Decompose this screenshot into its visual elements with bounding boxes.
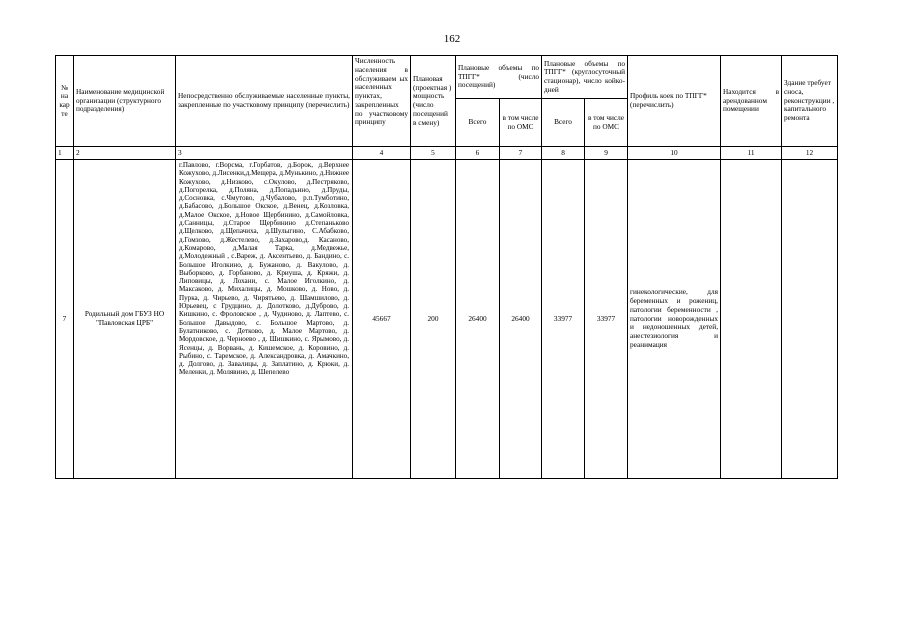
header-served-points: Непосредственно обслуживаемые населенные пункты, закрепленные по участковому принципу (перечислить) bbox=[176, 56, 353, 147]
column-number: 2 bbox=[74, 147, 176, 160]
row-demolition bbox=[782, 160, 838, 479]
table-row bbox=[56, 160, 838, 479]
header-rented: Находится в арендованном помещении bbox=[721, 56, 782, 147]
header-capacity: Плановая (проектная ) мощность (число посещений в смену) bbox=[411, 56, 456, 147]
header-organization: Наименование медицинской организации (структурного подразделения) bbox=[74, 56, 176, 147]
row-beddays-total: 33977 bbox=[542, 160, 585, 479]
column-number: 6 bbox=[456, 147, 500, 160]
row-number: 7 bbox=[56, 160, 74, 479]
header-demolition: Здание требует сноса, реконструкции , капитального ремонта bbox=[782, 56, 838, 147]
row-population: 45667 bbox=[353, 160, 411, 479]
subheader-beddays-total: Всего bbox=[542, 99, 585, 147]
column-number: 8 bbox=[542, 147, 585, 160]
row-organization: Родильный дом ГБУЗ НО "Павловская ЦРБ" bbox=[74, 160, 176, 479]
column-number: 3 bbox=[176, 147, 353, 160]
column-number: 9 bbox=[585, 147, 628, 160]
row-visits-total: 26400 bbox=[456, 160, 500, 479]
column-number: 1 bbox=[56, 147, 74, 160]
column-number: 12 bbox=[782, 147, 838, 160]
column-number: 11 bbox=[721, 147, 782, 160]
column-number: 7 bbox=[500, 147, 542, 160]
header-population: Численность населения в обслуживаем ых населенных пунктах, закрепленных по участковому принципу bbox=[353, 56, 411, 147]
column-number-row bbox=[56, 147, 838, 160]
header-planned-beddays: Плановые объемы по ТПГГ* (круглосуточный стационар), число койко-дней bbox=[542, 56, 628, 99]
row-capacity: 200 bbox=[411, 160, 456, 479]
row-visits-oms: 26400 bbox=[500, 160, 542, 479]
table-header-row bbox=[56, 56, 838, 99]
row-rented bbox=[721, 160, 782, 479]
header-bed-profile: Профиль коек по ТПГГ* (перечислить) bbox=[628, 56, 721, 147]
medical-organizations-table bbox=[55, 55, 838, 479]
header-planned-visits: Плановые объемы по ТПГГ* (число посещений) bbox=[456, 56, 542, 99]
column-number: 10 bbox=[628, 147, 721, 160]
header-number: № на кар те bbox=[56, 56, 74, 147]
subheader-visits-oms: в том числе по ОМС bbox=[500, 99, 542, 147]
subheader-visits-total: Всего bbox=[456, 99, 500, 147]
subheader-beddays-oms: в том числе по ОМС bbox=[585, 99, 628, 147]
row-beddays-oms: 33977 bbox=[585, 160, 628, 479]
column-number: 4 bbox=[353, 147, 411, 160]
row-served-points: г.Павлово, г.Ворсма, г.Горбатов, д.Борок, д.Верхнее Кожухово, д.Лисенки,д.Мещера, д.Мунькино, д.Нижнее Кожухово, д.Низково, с.Окулово, д.Пестряково, д.Погорелка, д.Поляна, д.Попадьино, д.Пруды, д.Сосновка, с.Чмутово, д.Чубалово, р.п.Тумботино, д.Бабасово, д.Большое Окское, д.Венец, д.Козловка, д.Малое Окское, д.Новое Щербинино, д.Самойловка, д.Санницы, д.Старое Щербинино д.Степаньково д.Щелково, д.Щепачиха, д.Шулыгино, С.Абабково, д.Гомзово, д.Жестелево, д.Захарово,д. Касаново, д.Комарово, д.Малая Тарка, д.Медвежье, д.Молодежный , с.Вареж, д. Аксентьево, д. Бандино, с. Большое Иголкино, д. Бужаново, д. Вакулово, д. Выборково, д. Горбаново, д. Криуша, д. Кряжи, д. Липовицы, д. Лохани, с. Малое Иголкино, д. Максаково, д. Михалицы, д. Мошково, д. Ново, д. Пурка, д. Чирьево, д. Чирятьево, д. Шамшилово, д. Юрьевец, с Грудцино, д. Долотково, д.Дуброво, д. Кишкино, с. Фроловское , д. Чудиново, д. Лаптево, с. Большое Давыдово, с. Большое Мартово, д. Булатниково, с. Детково, д. Малое Мартово, д. Мордовское, д. Черноево , д. Шишкино, с. Ярымово, д. Ясенцы, д. Ворвань, д. Кишемское, д. Коровино, д. Рыбино, с. Таремское, д. Александровка, д. Амачкино, д. Долгово, д. Завалицы, д. Заплатино, д. Крюки, д. Меленки, д. Молявино, д. Шепелево bbox=[176, 160, 353, 479]
column-number: 5 bbox=[411, 147, 456, 160]
page-number: 162 bbox=[443, 33, 461, 45]
row-bed-profile: гинекологические, для беременных и рожениц, патологии беременности , патологии новорожденных и недоношенных детей, анестезиология и реанимация bbox=[628, 160, 721, 479]
